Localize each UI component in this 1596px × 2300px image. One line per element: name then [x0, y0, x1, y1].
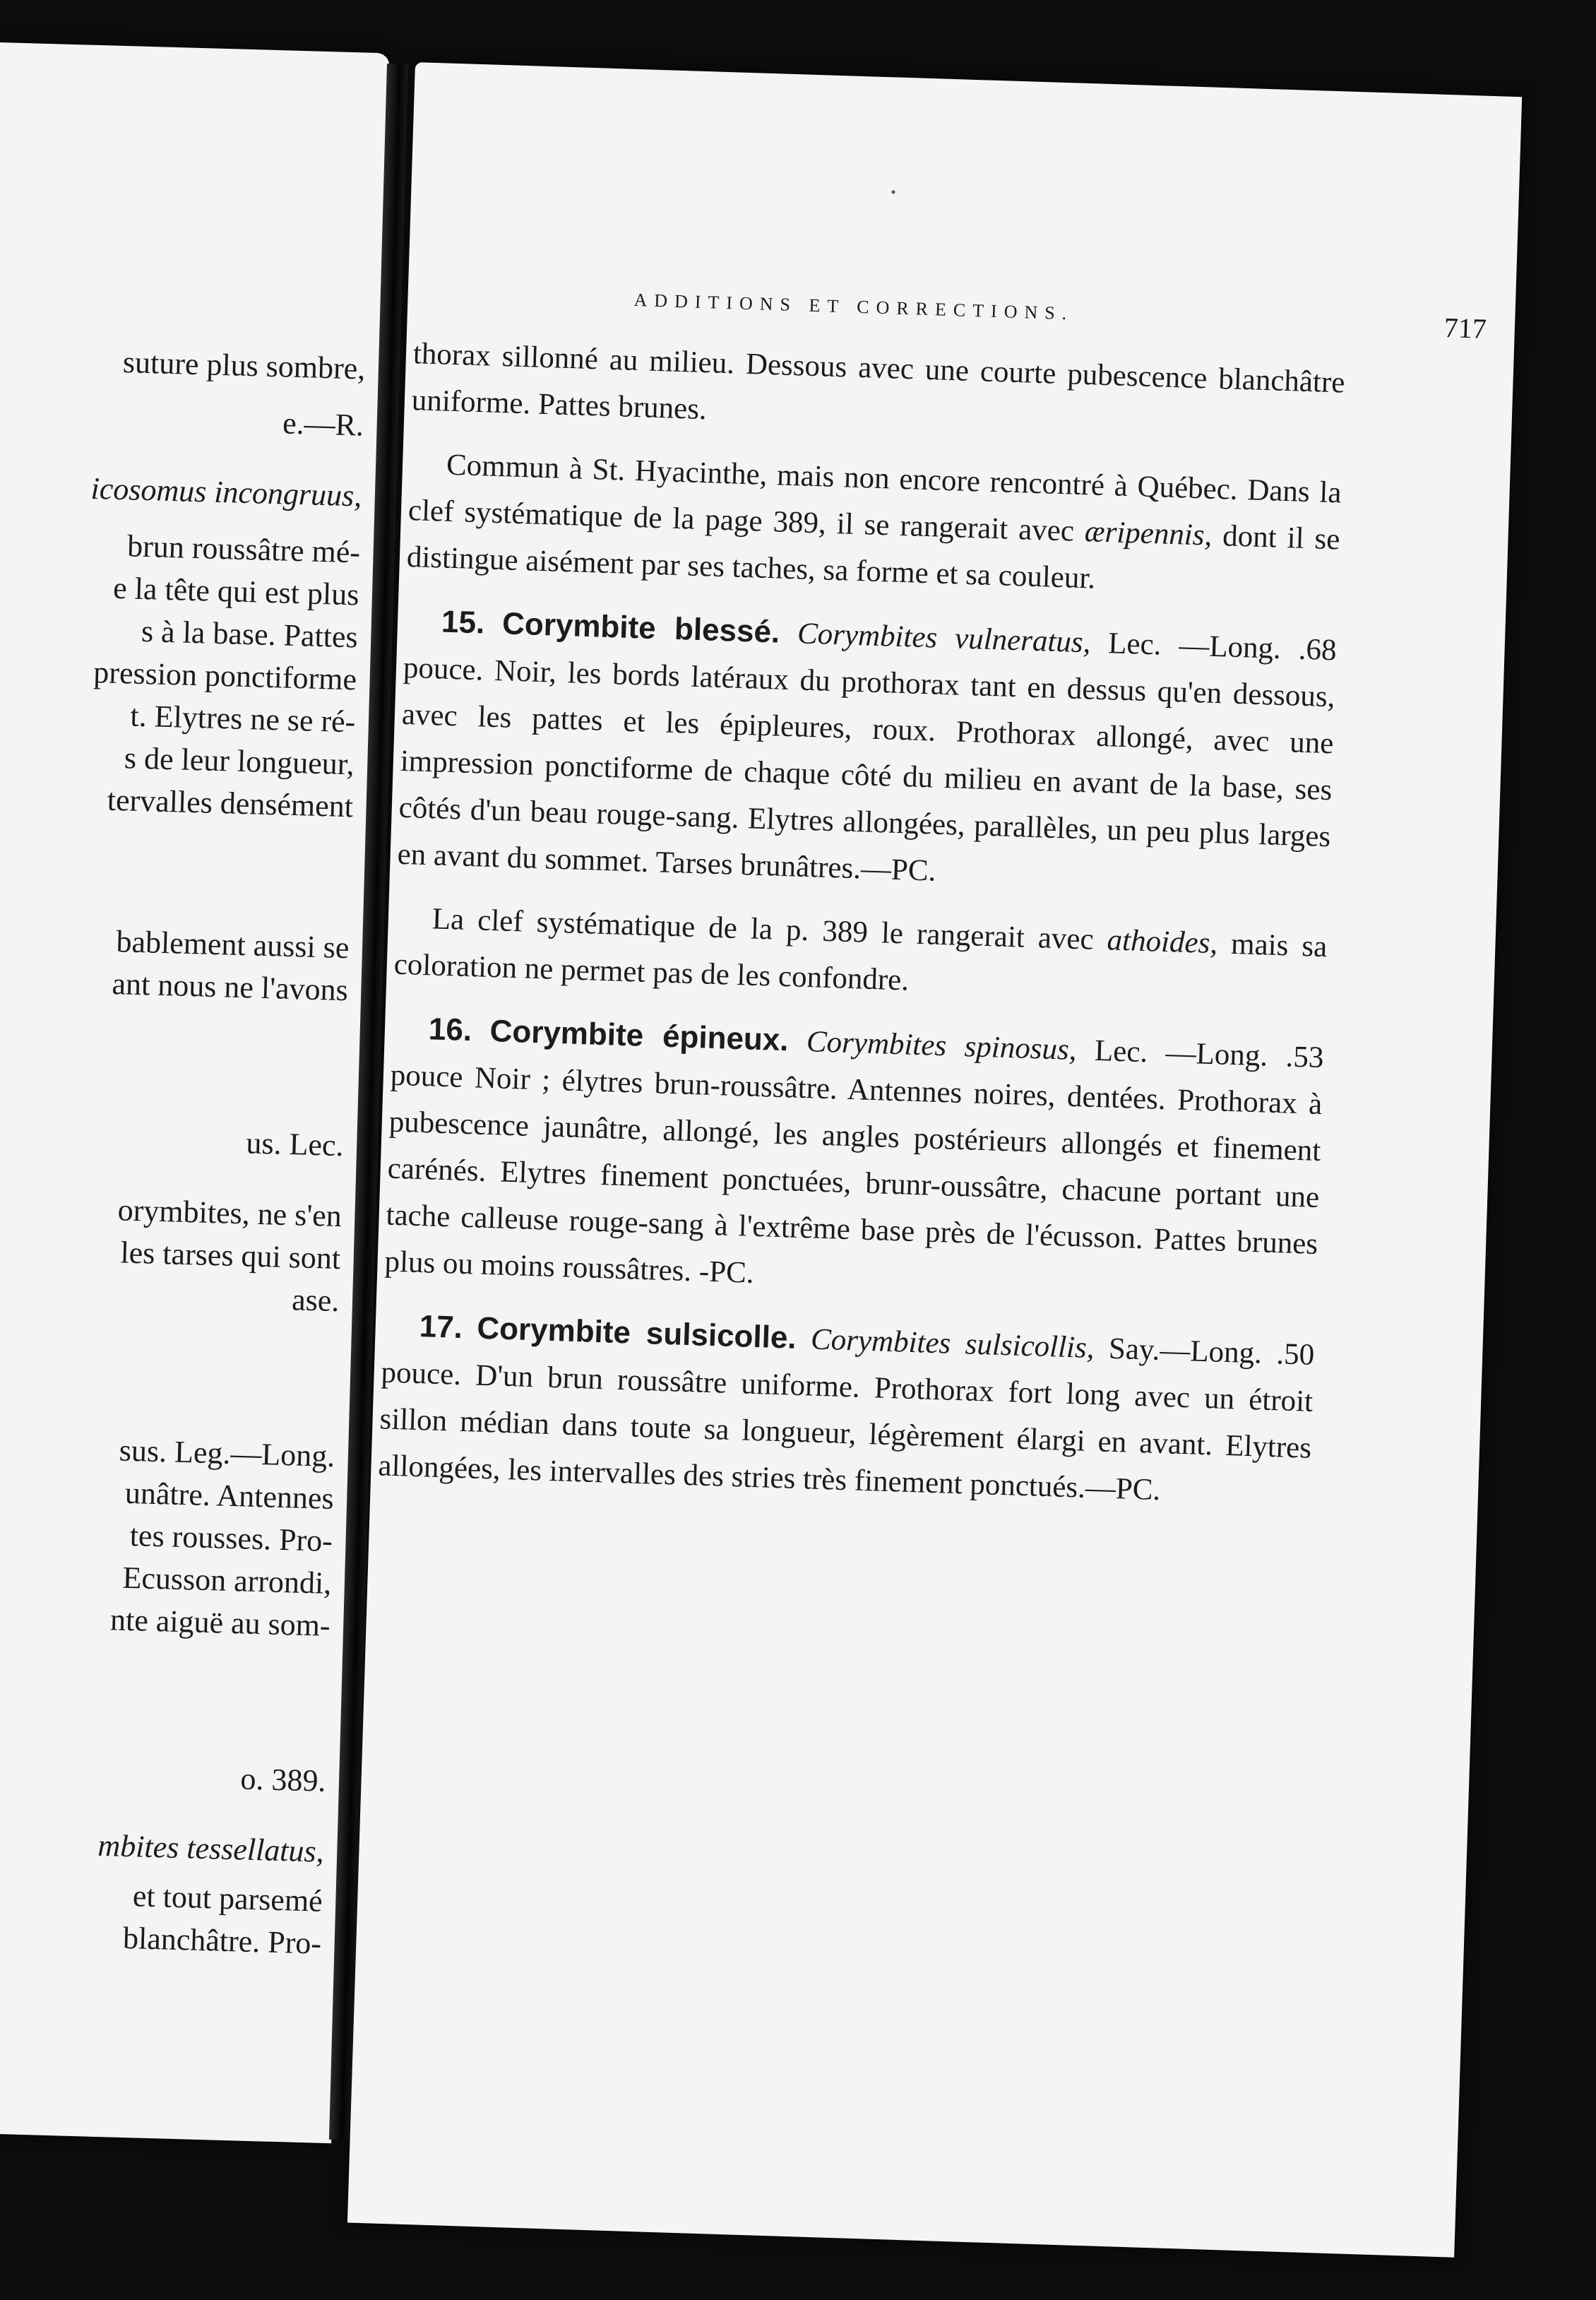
left-page-line: s de leur longueur,	[124, 740, 355, 782]
left-page-line: brun roussâtre mé-	[126, 528, 361, 570]
left-page-line: Ecusson arrondi,	[121, 1560, 332, 1601]
left-page-line: t. Elytres ne se ré-	[129, 698, 357, 740]
entry-name: Corymbite épineux.	[489, 1014, 790, 1058]
left-page-line: us. Lec.	[245, 1125, 345, 1163]
intro-paragraph-2	[406, 441, 1342, 610]
left-page-line: tes rousses. Pro-	[129, 1517, 333, 1558]
left-page-line: sus. Leg.—Long.	[119, 1433, 335, 1474]
intro-paragraph-1: thorax sillonné au milieu. Dessous avec une courte pubescence blanchâtre uniforme. Pattes brunes.	[411, 337, 1346, 427]
intro-latin-name: æripennis,	[1084, 515, 1213, 552]
page-number: 717	[1443, 311, 1487, 345]
entry-name: Corymbite sulsicolle.	[476, 1310, 797, 1356]
note-15	[393, 895, 1328, 1017]
left-page-line: o. 389.	[239, 1761, 327, 1798]
entry-description: Say.—Long. .50 pouce. D'un brun roussâtre uniforme. Prothorax fort long avec un étroit sillon médian dans toute sa longueur, légèrement élargi en avant. Elytres allongées, les intervalles des stries très finement ponctués.—PC.	[377, 1332, 1315, 1507]
note-latin-name: athoides,	[1106, 923, 1218, 961]
entry-16	[384, 1005, 1325, 1315]
entry-number: 16.	[428, 1012, 472, 1048]
left-page-line: orymbites, ne s'en	[117, 1192, 343, 1234]
entry-number: 17.	[419, 1309, 463, 1345]
entry-latin: Corymbites vulneratus,	[797, 617, 1092, 660]
left-page-line: ase.	[291, 1282, 340, 1319]
left-page-line: pression ponctiforme	[93, 655, 357, 697]
left-page-line: icosomus incongruus,	[90, 470, 362, 514]
left-page-line: e.—R.	[282, 405, 364, 443]
paper-speck	[891, 190, 895, 194]
left-page-line: unâtre. Antennes	[124, 1475, 335, 1516]
left-page-line: tervalles densément	[107, 782, 354, 824]
running-head: ADDITIONS ET CORRECTIONS.	[633, 289, 1074, 324]
left-page-line: les tarses qui sont	[119, 1235, 341, 1276]
right-page	[347, 62, 1522, 2258]
main-text	[377, 331, 1346, 1536]
entry-description: Lec. —Long. .68 pouce. Noir, les bords latéraux du prothorax tant en dessus qu'en dessous, avec les pattes et les épipleures, roux. Prothorax allongé, avec une impression ponctiforme de chaque côté du milieu en avant de la base, ses côtés d'un beau rouge-sang. Elytres allongées, parallèles, un peu plus larges en avant du sommet. Tarses brunâtres.—PC.	[397, 626, 1338, 888]
left-page-line: e la tête qui est plus	[112, 570, 360, 612]
left-page-line: s à la base. Pattes	[141, 613, 359, 655]
entry-latin: Corymbites spinosus,	[806, 1025, 1078, 1067]
entry-description: Lec. —Long. .53 pouce Noir ; élytres brun-roussâtre. Antennes noires, dentées. Prothorax à pubescence jaunâtre, allongé, les angles postérieurs allongés et finement carénés. Elytres finement ponctuées, brunr-oussâtre, chacune portant une tache calleuse rouge-sang à l'extrême base près de l'écusson. Pattes brunes plus ou moins roussâtres. -PC.	[383, 1033, 1325, 1290]
left-page-line: mbites tessellatus,	[97, 1827, 325, 1869]
intro-text-b: dont il se distingue aisément par ses taches, sa forme et sa couleur.	[406, 518, 1341, 595]
left-page	[0, 42, 390, 2143]
left-page-line: suture plus sombre,	[122, 345, 366, 386]
entry-name: Corymbite blessé.	[501, 606, 781, 650]
left-page-line: et tout parsemé	[132, 1878, 323, 1919]
note-text-b: mais sa coloration ne permet pas de les confondre.	[393, 927, 1328, 997]
entry-15	[397, 598, 1338, 907]
left-page-line: blanchâtre. Pro-	[122, 1920, 322, 1961]
note-text-a: La clef systématique de la p. 389 le rangerait avec	[431, 902, 1108, 957]
intro-text-a: Commun à St. Hyacinthe, mais non encore rencontré à Québec. Dans la clef systématique de la page 389, il se rangerait avec	[407, 448, 1342, 549]
left-page-line: bablement aussi se	[115, 924, 350, 966]
entry-latin: Corymbites sulsicollis,	[810, 1322, 1095, 1365]
left-page-line: nte aiguë au som-	[109, 1602, 331, 1643]
left-page-line: ant nous ne l'avons	[111, 966, 349, 1008]
entry-17	[378, 1302, 1316, 1518]
left-page-text	[7, 42, 374, 1961]
entry-number: 15.	[441, 604, 486, 641]
